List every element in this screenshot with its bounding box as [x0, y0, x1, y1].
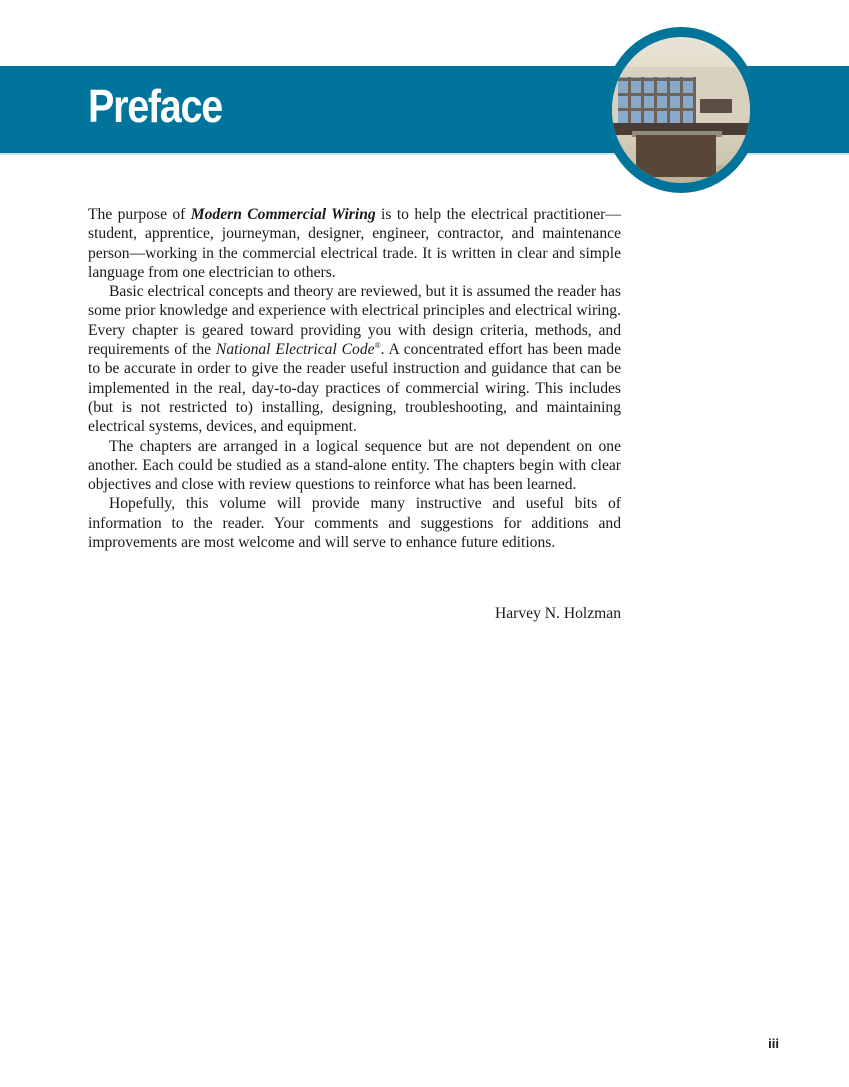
paragraph-purpose: [88, 205, 621, 282]
page-title: Preface: [88, 80, 222, 132]
preface-body: [88, 205, 621, 552]
registered-mark: ®: [374, 341, 381, 351]
photo-counter: [636, 135, 716, 177]
store-interior-photo: [612, 37, 750, 183]
code-title: National Electrical Code: [215, 341, 375, 359]
photo-lattice: [700, 99, 732, 113]
author-signature: Harvey N. Holzman: [494, 605, 621, 622]
text-segment: is to help the electrical practitioner—student, apprentice, journeyman, designer, engineer, contractor, and maintenance person—working in the commercial electrical trade. It is written in clear and simple language from one electrician to others.: [88, 206, 621, 281]
text-segment: . A concentrated effort has been made to be accurate in order to give the reader useful instruction and guidance that can be implemented in the real, day-to-day practices of commercial wiring. This includes (but is not restricted to) installing, designing, troubleshooting, and maintaining electrical systems, devices, and equipment.: [88, 341, 621, 436]
paragraph-closing: Hopefully, this volume will provide many instructive and useful bits of information to the reader. Your comments and suggestions for additions and improvements are most welcome and will serve to enhance future editions.: [88, 495, 621, 552]
paragraph-concepts: [88, 282, 621, 436]
photo-display-grid: [618, 77, 696, 123]
book-title: Modern Commercial Wiring: [190, 206, 376, 223]
page-number: iii: [768, 1036, 779, 1051]
text-segment: Basic electrical concepts and theory are reviewed, but it is assumed the reader has some prior knowledge and experience with electrical principles and electrical wiring. Every chapter is geared toward providing you with design criteria, methods, and requirements of the: [88, 283, 621, 359]
paragraph-chapters: The chapters are arranged in a logical sequence but are not dependent on one another. Each could be studied as a stand-alone entity. The chapters begin with clear objectives and close with review questions to reinforce what has been learned.: [88, 437, 621, 494]
text-segment: The purpose of: [88, 206, 191, 223]
